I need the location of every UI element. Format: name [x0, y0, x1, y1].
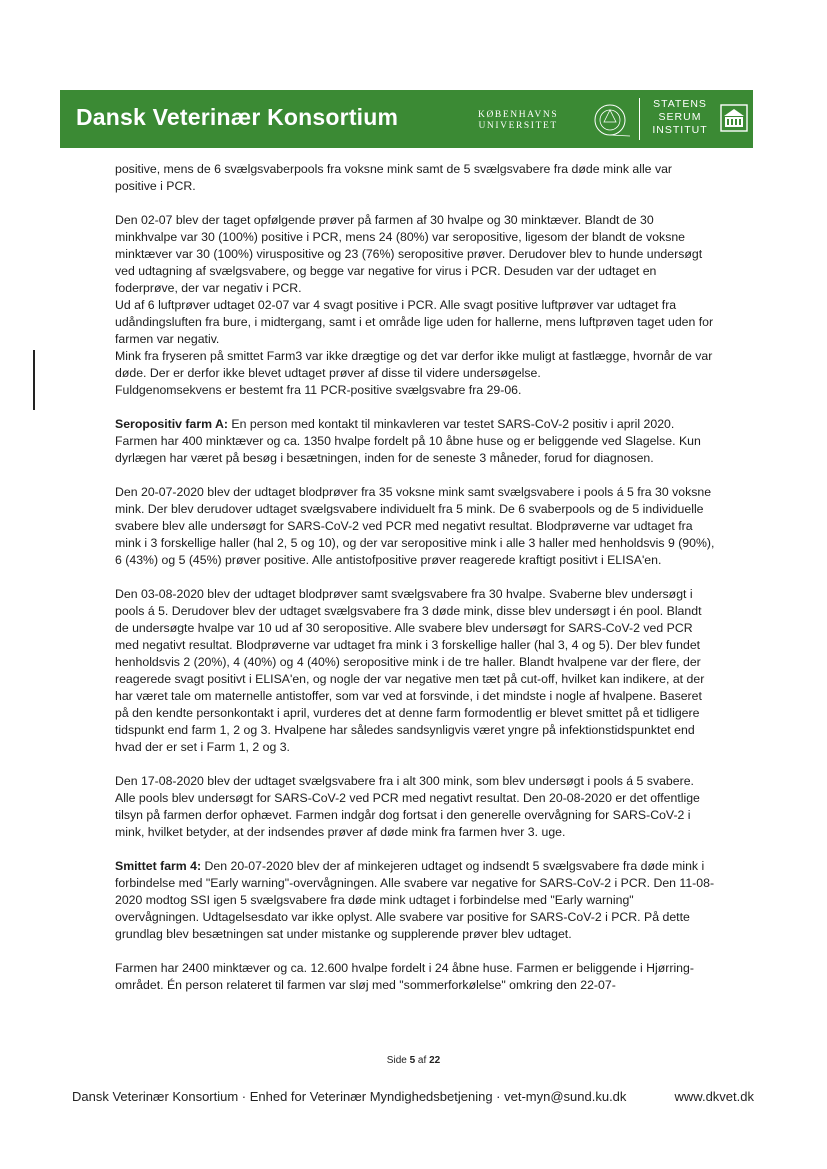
- paragraph-text: Den 20-07-2020 blev der af minkejeren udtaget og indsendt 5 svælgsvabere fra døde mink i forbindelse med "Early warning"-overvågningen. Alle svabere var negative for SARS-CoV-2 i PCR. Den 11-08-2020 modtog SSI igen 5 svælgsvabere fra døde mink udtaget i forbindelse med "Early warning" overvågningen. Udtagelsesdato var ikke oplyst. Alle svabere var positive for SARS-CoV-2 i PCR. På dette grundlag blev besætningen sat under mistanke og supplerende prøver blev udtaget.: [115, 859, 715, 941]
- paragraph: [115, 773, 715, 841]
- ssi-wordmark: [644, 98, 716, 137]
- paragraph: [115, 348, 715, 382]
- page-number-total: 22: [429, 1055, 441, 1066]
- paragraph-text: Den 03-08-2020 blev der udtaget blodprøver samt svælgsvabere fra 30 hvalpe. Svaberne blev undersøgt i pools á 5. Derudover blev der udtaget svælgsvabere fra 3 døde mink, disse blev undersøgt i én pool. Blandt de undersøgte hvalpe var 10 ud af 30 seropositive. Alle svabere blev undersøgt for SARS-CoV-2 ved PCR med negativt resultat. Blodprøverne var udtaget fra mink i 3 forskellige haller (hal 3, 4 og 5). Der blev fundet henholdsvis 2 (20%), 4 (40%) og 4 (40%) seropositive mink i de tre haller. Blandt hvalpene var der flere, der reagerede svagt positivt i ELISA'en, og nogle der var negative men tæt på cut-off, hvilket kan indikere, at der har været tale om maternelle antistoffer, som var ved at forsvinde, i det mindste i nogle af hvalpene. Baseret på den kendte personkontakt i april, vurderes det at denne farm formodentlig er blevet smittet på et tidligere tidspunkt end farm 1, 2 og 3. Hvalpene har således sandsynligvis været yngre på infektionstidspunktet end hvad der er set i Farm 1, 2 og 3.: [115, 587, 705, 754]
- ssi-line3: INSTITUT: [652, 124, 708, 136]
- paragraph-text: En person med kontakt til minkavleren var testet SARS-CoV-2 positiv i april 2020. Farmen har 400 minktæver og ca. 1350 hvalpe fordelt på 10 åbne huse og er beliggende ved Slagelse. Kun dyrlægen har været på besøg i besætningen, inden for de seneste 3 måneder, forud for diagnosen.: [115, 417, 701, 465]
- ssi-building-icon: [720, 104, 748, 132]
- paragraph-text: Mink fra fryseren på smittet Farm3 var ikke drægtige og det var derfor ikke muligt at fastlægge, hvornår de var døde. Der er derfor ikke blevet udtaget prøver af disse til videre undersøgelse.: [115, 349, 713, 380]
- paragraph-label: Smittet farm 4:: [115, 859, 202, 873]
- page-number-current: 5: [409, 1055, 416, 1066]
- ssi-line1: STATENS: [653, 98, 707, 110]
- ku-line2: UNIVERSITET: [478, 121, 558, 131]
- footer-website: www.dkvet.dk: [674, 1089, 754, 1104]
- paragraph: [115, 960, 715, 994]
- ku-logo: [470, 100, 656, 140]
- page-number-prefix: Side: [386, 1055, 410, 1066]
- paragraph: [115, 858, 715, 943]
- paragraph: [115, 586, 715, 756]
- page-number-separator: af: [415, 1055, 430, 1066]
- ku-line1: KØBENHAVNS: [478, 110, 559, 120]
- paragraph: [115, 161, 715, 195]
- ku-wordmark: [478, 110, 558, 132]
- paragraph-text: Fuldgenomsekvens er bestemt fra 11 PCR-positive svælgsvabre fra 29-06.: [115, 383, 522, 397]
- paragraph: [115, 212, 715, 297]
- body-text: [115, 161, 715, 1011]
- paragraph-text: positive, mens de 6 svælgsvaberpools fra voksne mink samt de 5 svælgsvabere fra døde mink alle var positive i PCR.: [115, 162, 673, 193]
- paragraph: [115, 484, 715, 569]
- paragraph-text: Farmen har 2400 minktæver og ca. 12.600 hvalpe fordelt i 24 åbne huse. Farmen er beliggende i Hjørring-området. Én person relateret til farmen var sløj med "sommerforkølelse" omkring den 22-07-: [115, 961, 694, 992]
- paragraph-text: Ud af 6 luftprøver udtaget 02-07 var 4 svagt positive i PCR. Alle svagt positive luftprøver var udtaget fra udåndingsluften fra bure, i midtergang, samt i et område lige uden for hallerne, mens luftprøven taget uden for farmen var negativ.: [115, 298, 714, 346]
- scan-margin-mark: [33, 350, 35, 410]
- paragraph: [115, 416, 715, 467]
- paragraph-text: Den 20-07-2020 blev der udtaget blodprøver fra 35 voksne mink samt svælgsvabere i pools á 5 fra 30 voksne mink. Der blev derudover udtaget svælgsvabere individuelt fra 5 mink. De 6 svaberpools og de 5 individuelle svabere blev alle undersøgt for SARS-CoV-2 ved PCR med negativt resultat. Blodprøverne var udtaget fra mink i 3 forskellige haller (hal 2, 5 og 10), og der var seropositive mink i alle 3 haller med henholdsvis 9 (90%), 6 (43%) og 5 (45%) prøver positive. Alle antistofpositive prøver reagerede kraftigt positivt i ELISA'en.: [115, 485, 715, 567]
- page-number: [0, 1055, 827, 1066]
- paragraph-text: Den 17-08-2020 blev der udtaget svælgsvabere fra i alt 300 mink, som blev undersøgt i pools á 5 svabere. Alle pools blev undersøgt for SARS-CoV-2 ved PCR med negativt resultat. Den 20-08-2020 er det offentlige tilsyn på farmen derfor ophævet. Farmen indgår dog fortsat i den generelle overvågning for SARS-CoV-2 i mink, hvilket betyder, at der indsendes prøver af døde mink fra farmen hver 3. uge.: [115, 774, 700, 839]
- ku-seal-icon: [590, 100, 630, 140]
- paragraph: [115, 297, 715, 348]
- paragraph-label: Seropositiv farm A:: [115, 417, 228, 431]
- header-title: Dansk Veterinær Konsortium: [76, 104, 399, 130]
- ssi-divider: [639, 98, 640, 140]
- ssi-line2: SERUM: [658, 111, 702, 123]
- header-banner: [60, 90, 753, 148]
- paragraph: [115, 382, 715, 399]
- page-footer: [72, 1089, 754, 1104]
- paragraph-text: Den 02-07 blev der taget opfølgende prøver på farmen af 30 hvalpe og 30 minktæver. Blandt de 30 minkhvalpe var 30 (100%) positive i PCR, mens 24 (80%) var seropositive, ligesom der blandt de voksne minktæver var 30 (100%) viruspositive og 23 (76%) seropositive prøver. Derudover blev to hunde undersøgt ved udtagning af svælgsvabere, og begge var negative for virus i PCR. Desuden var der udtaget en foderprøve, der var negativ i PCR.: [115, 213, 703, 295]
- footer-contact: Dansk Veterinær Konsortium · Enhed for Veterinær Myndighedsbetjening · vet-myn@sund.ku.dk: [72, 1089, 627, 1104]
